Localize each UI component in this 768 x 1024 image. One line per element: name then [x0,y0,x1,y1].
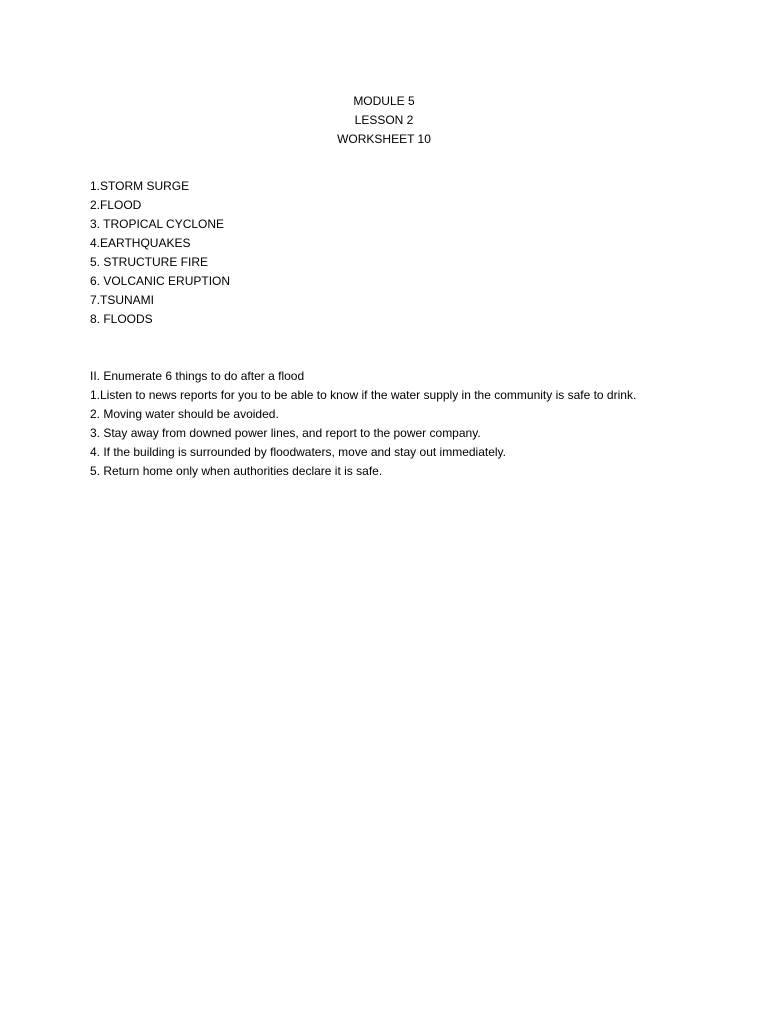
worksheet-title: WORKSHEET 10 [337,132,431,146]
document-header [0,92,768,149]
list-item: 2. Moving water should be avoided. [90,407,279,421]
hazard-list [90,177,230,329]
lesson-title: LESSON 2 [354,113,414,127]
list-item: 5. Return home only when authorities declare it is safe. [90,464,383,478]
list-item: 4.EARTHQUAKES [90,236,191,250]
list-item: 2.FLOOD [90,198,142,212]
list-item: 7.TSUNAMI [90,293,155,307]
list-item: 1.Listen to news reports for you to be able to know if the water supply in the community is safe to drink. [90,388,637,402]
list-item: 5. STRUCTURE FIRE [90,255,209,269]
after-flood-section [90,367,636,481]
list-item: 1.STORM SURGE [90,179,190,193]
list-item: 3. TROPICAL CYCLONE [90,217,225,231]
list-item: 3. Stay away from downed power lines, and report to the power company. [90,426,481,440]
module-title: MODULE 5 [353,94,415,108]
list-item: 6. VOLCANIC ERUPTION [90,274,231,288]
list-item: 4. If the building is surrounded by floodwaters, move and stay out immediately. [90,445,506,459]
section-heading: II. Enumerate 6 things to do after a flood [90,369,305,383]
list-item: 8. FLOODS [90,312,153,326]
